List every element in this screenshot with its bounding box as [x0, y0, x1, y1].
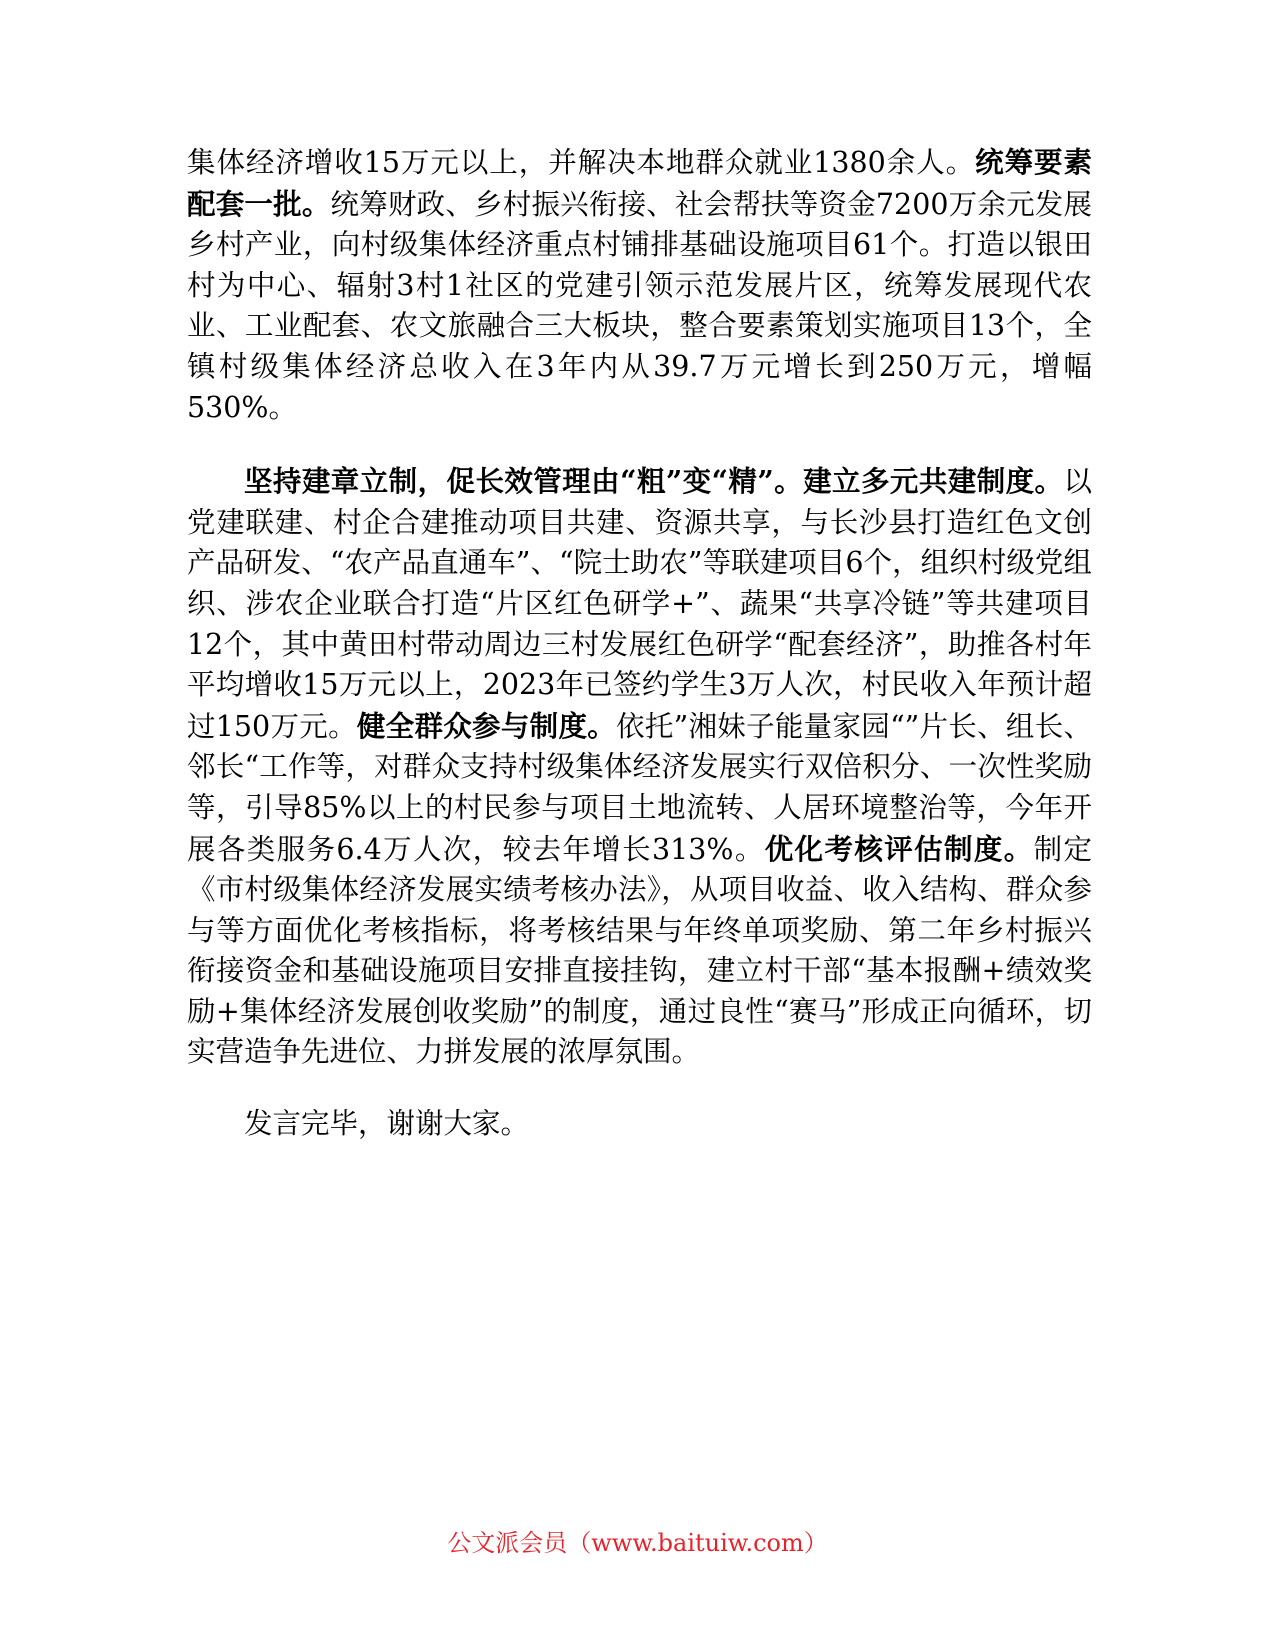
paragraph-text: 集体经济增收15万元以上，并解决本地群众就业1380余人。 — [187, 146, 976, 179]
bold-heading: 优化考核评估制度。 — [764, 831, 1034, 866]
paragraph-text: 发言完毕，谢谢大家。 — [244, 1107, 530, 1141]
bold-heading: 坚持建章立制，促长效管理由“粗”变“精”。建立多元共建制度。 — [244, 464, 1064, 499]
footer-watermark — [0, 1528, 1275, 1558]
bold-heading: 健全群众参与制度。 — [356, 708, 617, 743]
document-body — [187, 142, 1092, 1145]
footer-text: 公文派会员（www.baituiw.com） — [447, 1529, 828, 1557]
paragraph-text: 以党建联建、村企合建推动项目共建、资源共享，与长沙县打造红色文创产品研发、“农产品直通车”、“院士助农”等联建项目6个，组织村级党组织、涉农企业联合打造“片区红色研学+”、蔬果“共享冷链”等共建项目12个，其中黄田村带动周边三村发展红色研学“配套经济”，助推各村年平均增收15万元以上，2023年已签约学生3万人次，村民收入年预计超过150万元。 — [187, 465, 1092, 743]
bold-heading: 统筹要素配套一批。 — [187, 145, 1092, 221]
paragraph-text: 依托”湘妹子能量家园“”片长、组长、邻长“工作等，对群众支持村级集体经济发展实行双倍积分、一次性奖励等，引导85%以上的村民参与项目土地流转、人居环境整治等，今年开展各类服务6.4万人次，较去年增长313%。 — [187, 709, 1092, 866]
paragraph-element-coordination — [187, 142, 1092, 428]
paragraph-text: 统筹财政、乡村振兴衔接、社会帮扶等资金7200万余元发展乡村产业，向村级集体经济重点村铺排基础设施项目61个。打造以银田村为中心、辐射3村1社区的党建引领示范发展片区，统筹发展现代农业、工业配套、农文旅融合三大板块，整合要素策划实施项目13个，全镇村级集体经济总收入在3年内从39.7万元增长到250万元，增幅530%。 — [187, 187, 1092, 424]
paragraph-institution-building — [187, 461, 1092, 1073]
paragraph-text: 制定《市村级集体经济发展实绩考核办法》，从项目收益、收入结构、群众参与等方面优化考核指标，将考核结果与年终单项奖励、第二年乡村振兴衔接资金和基础设施项目安排直接挂钩，建立村干部“基本报酬+绩效奖励+集体经济发展创收奖励”的制度，通过良性“赛马”形成正向循环，切实营造争先进位、力拼发展的浓厚氛围。 — [187, 832, 1092, 1069]
paragraph-closing — [187, 1104, 1092, 1145]
